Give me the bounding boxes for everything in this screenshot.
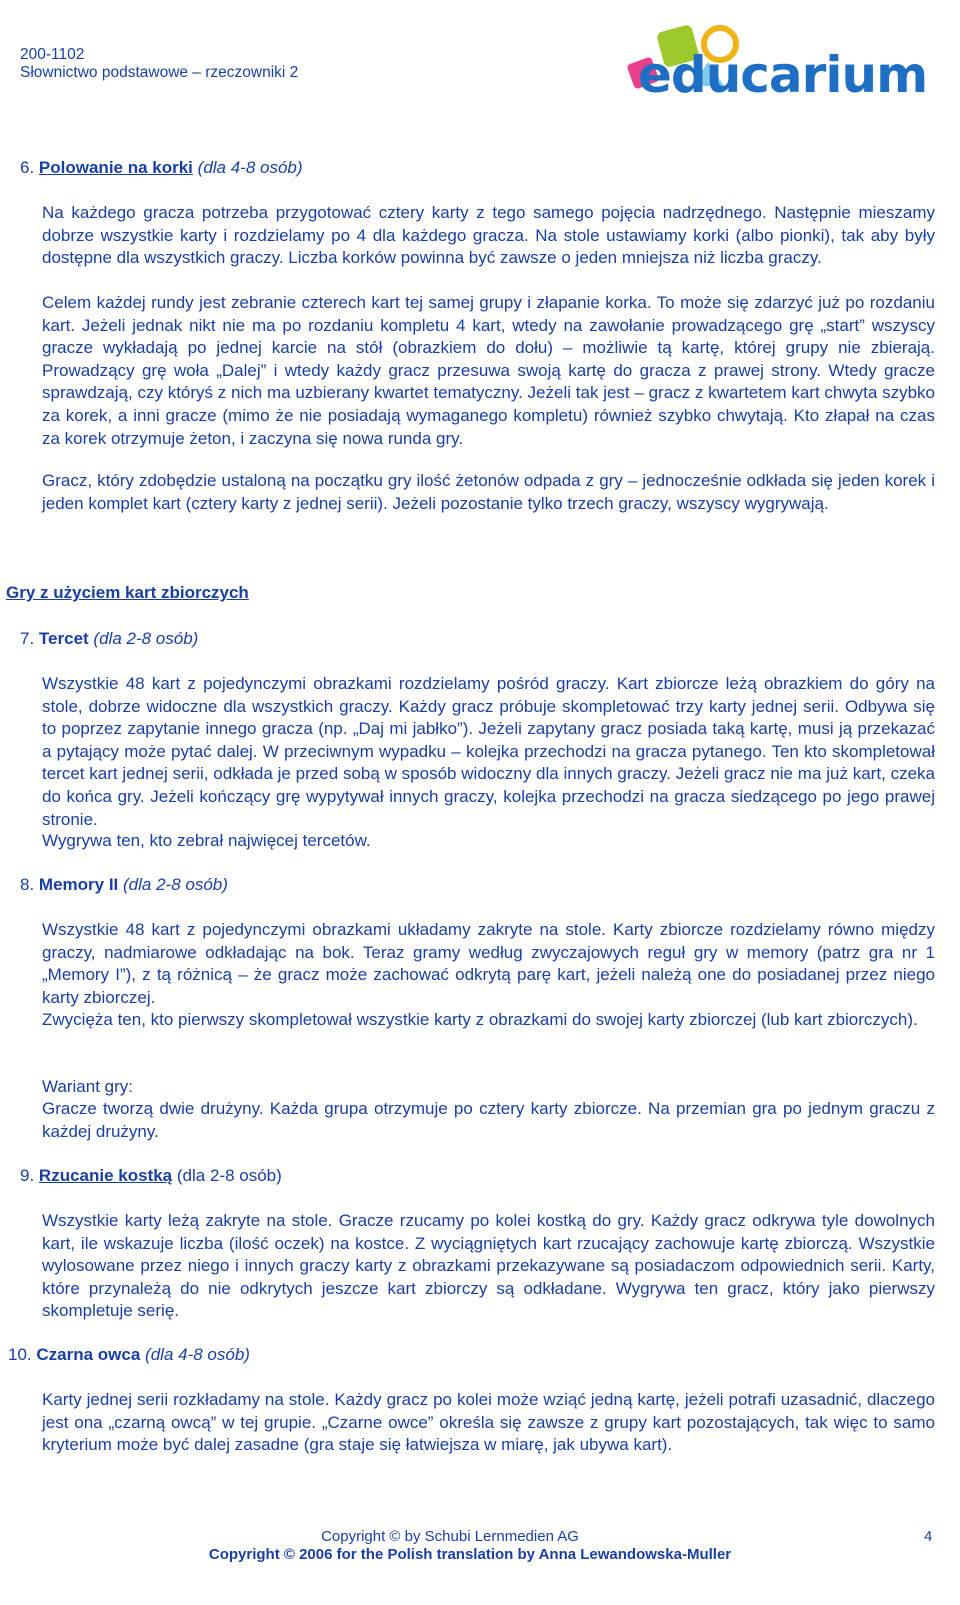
section-8-paragraph: Wszystkie 48 kart z pojedynczymi obrazkami układamy zakryte na stole. Karty zbiorcze rozdzielamy równo między graczy, nadmiarowe odkładając na bok. Teraz gramy według zwyczajowych reguł gry w memory (patrz gra nr 1 „Memory I”), z tą różnicą – że gracz może zachować odkrytą parę kart, jeżeli należą one do posiadanej przez niego karty zbiorczej. bbox=[42, 920, 935, 1007]
section-title: Tercet bbox=[38, 629, 89, 648]
section-9-heading bbox=[20, 1165, 282, 1188]
document-code: 200-1102 bbox=[20, 46, 85, 63]
section-6-paragraph-3: Gracz, który zdobędzie ustaloną na początku gry ilość żetonów odpada z gry – jednocześnie odkłada się jeden korek i jeden komplet kart (cztery karty z jednej serii). Jeżeli pozostanie tylko trzech graczy, wszyscy wygrywają. bbox=[42, 471, 935, 513]
section-meta: (dla 2-8 osób) bbox=[176, 1166, 282, 1185]
section-8-paragraph-2: Zwycięża ten, kto pierwszy skompletował wszystkie karty z obrazkami do swojej karty zbiorczej (lub kart zbiorczych). bbox=[42, 1010, 918, 1029]
section-meta: (dla 4-8 osób) bbox=[145, 1345, 250, 1364]
footer-copyright-2: Copyright © 2006 for the Polish translation by Anna Lewandowska-Muller bbox=[208, 1546, 732, 1563]
section-7-conclusion: Wygrywa ten, kto zebrał najwięcej tercetów. bbox=[42, 831, 371, 850]
section-title: Polowanie na korki bbox=[38, 158, 193, 177]
section-6-paragraph-2: Celem każdej rundy jest zebranie czterech kart tej samej grupy i złapanie korka. To może się zdarzyć już po rozdaniu kart. Jeżeli jednak nikt nie ma po rozdaniu kompletu 4 kart, wtedy na zawołanie prowadzącego grę „start” wszyscy gracze wykładają po jednej karcie na stół (obrazkiem do dołu) – możliwie tą kartę, której grupy nie zbierają. Prowadzący grę woła „Dalej” i wtedy każdy gracz przesuwa swoją kartę do gracza z prawej strony. Wtedy gracze sprawdzają, czy któryś z nich ma uzbierany kwartet tematyczny. Jeżeli tak jest – gracz z kwartetem kart chwyta szybko za korek, a inni gracze (mimo że nie posiadają wymaganego kompletu) również szybko chwytają. Kto złapał na czas za korek otrzymuje żeton, i zaczyna się nowa runda gry. bbox=[42, 293, 935, 448]
section-8-heading bbox=[20, 874, 228, 897]
page-number: 4 bbox=[924, 1528, 933, 1545]
section-meta: (dla 2-8 osób) bbox=[93, 629, 199, 648]
section-number: 7. bbox=[20, 629, 35, 648]
section-number: 8. bbox=[20, 875, 35, 894]
section-8-variant-text: Gracze tworzą dwie drużyny. Każda grupa otrzymuje po cztery karty zbiorcze. Na przemian gra po jednym graczu z każdej drużyny. bbox=[42, 1099, 935, 1141]
section-10-paragraph: Karty jednej serii rozkładamy na stole. Każdy gracz po kolei może wziąć jedną kartę, jeżeli potrafi uzasadnić, dlaczego jest ona „czarną owcą” w tej grupie. „Czarne owce” określa się zawsze z grupy kart pozostających, tak więc to samo kryterium może być dalej zasadne (gra staje się łatwiejsza w miarę, jak ubywa kart). bbox=[42, 1390, 935, 1455]
group-heading: Gry z użyciem kart zbiorczych bbox=[6, 583, 249, 602]
section-9-paragraph: Wszystkie karty leżą zakryte na stole. Gracze rzucamy po kolei kostką do gry. Każdy gracz odkrywa tyle dowolnych kart, ile wskazuje liczba (ilość oczek) na kostce. Z wyciągniętych kart rzucający zachowuje kartę zbiorczą. Wszystkie wylosowane przez niego i innych graczy karty z obrazkami przekazywane są posiadaczom odpowiednich serii. Karty, które przynależą do nie odkrytych jeszcze kart zbiorczy są odkładane. Wygrywa ten gracz, który jako pierwszy skompletuje serię. bbox=[42, 1211, 935, 1321]
section-number: 6. bbox=[20, 158, 35, 177]
document-subtitle: Słownictwo podstawowe – rzeczowniki 2 bbox=[20, 64, 299, 81]
section-8-variant-label: Wariant gry: bbox=[42, 1077, 134, 1096]
section-meta: (dla 2-8 osób) bbox=[123, 875, 228, 894]
footer-copyright-1: Copyright © by Schubi Lernmedien AG bbox=[321, 1528, 579, 1545]
section-6-heading bbox=[20, 157, 303, 180]
section-number: 9. bbox=[20, 1166, 35, 1185]
educarium-logo bbox=[620, 14, 950, 106]
section-number: 10. bbox=[8, 1345, 32, 1364]
section-title: Czarna owca bbox=[36, 1345, 141, 1364]
section-meta: (dla 4-8 osób) bbox=[197, 158, 303, 177]
section-7-heading bbox=[20, 628, 198, 651]
document-header bbox=[20, 46, 298, 82]
section-7-paragraph: Wszystkie 48 kart z pojedynczymi obrazkami rozdzielamy pośród graczy. Kart zbiorcze leżą obrazkiem do góry na stole, dobrze widoczne dla wszystkich graczy. Każdy gracz próbuje skompletować trzy karty jednej serii. Odbywa się to poprzez zapytanie innego gracza (np. „Daj mi jabłko”). Jeżeli zapytany gracz posiada taką kartę, musi ją przekazać a pytający może pytać dalej. W przeciwnym wypadku – kolejka przechodzi na gracza pytanego. Ten kto skompletował tercet kart jednej serii, odkłada je przed sobą w sposób widoczny dla innych graczy. Jeżeli gracz nie ma już kart, czeka do końca gry. Jeżeli kończący grę wypytywał innych graczy, kolejka przechodzi na gracza siedzącego po jego prawej stronie. bbox=[42, 674, 935, 829]
section-title: Memory II bbox=[38, 875, 119, 894]
section-title: Rzucanie kostką bbox=[38, 1166, 173, 1185]
section-10-heading bbox=[8, 1344, 250, 1367]
section-6-paragraph-1: Na każdego gracza potrzeba przygotować cztery karty z tego samego pojęcia nadrzędnego. Następnie mieszamy dobrze wszystkie karty i rozdzielamy po 4 dla każdego gracza. Na stole ustawiamy korki (albo pionki), tak aby były dostępne dla wszystkich graczy. Liczba korków powinna być zawsze o jeden mniejsza niż liczba graczy. bbox=[42, 203, 935, 268]
logo-wordmark: educarium bbox=[638, 46, 928, 104]
